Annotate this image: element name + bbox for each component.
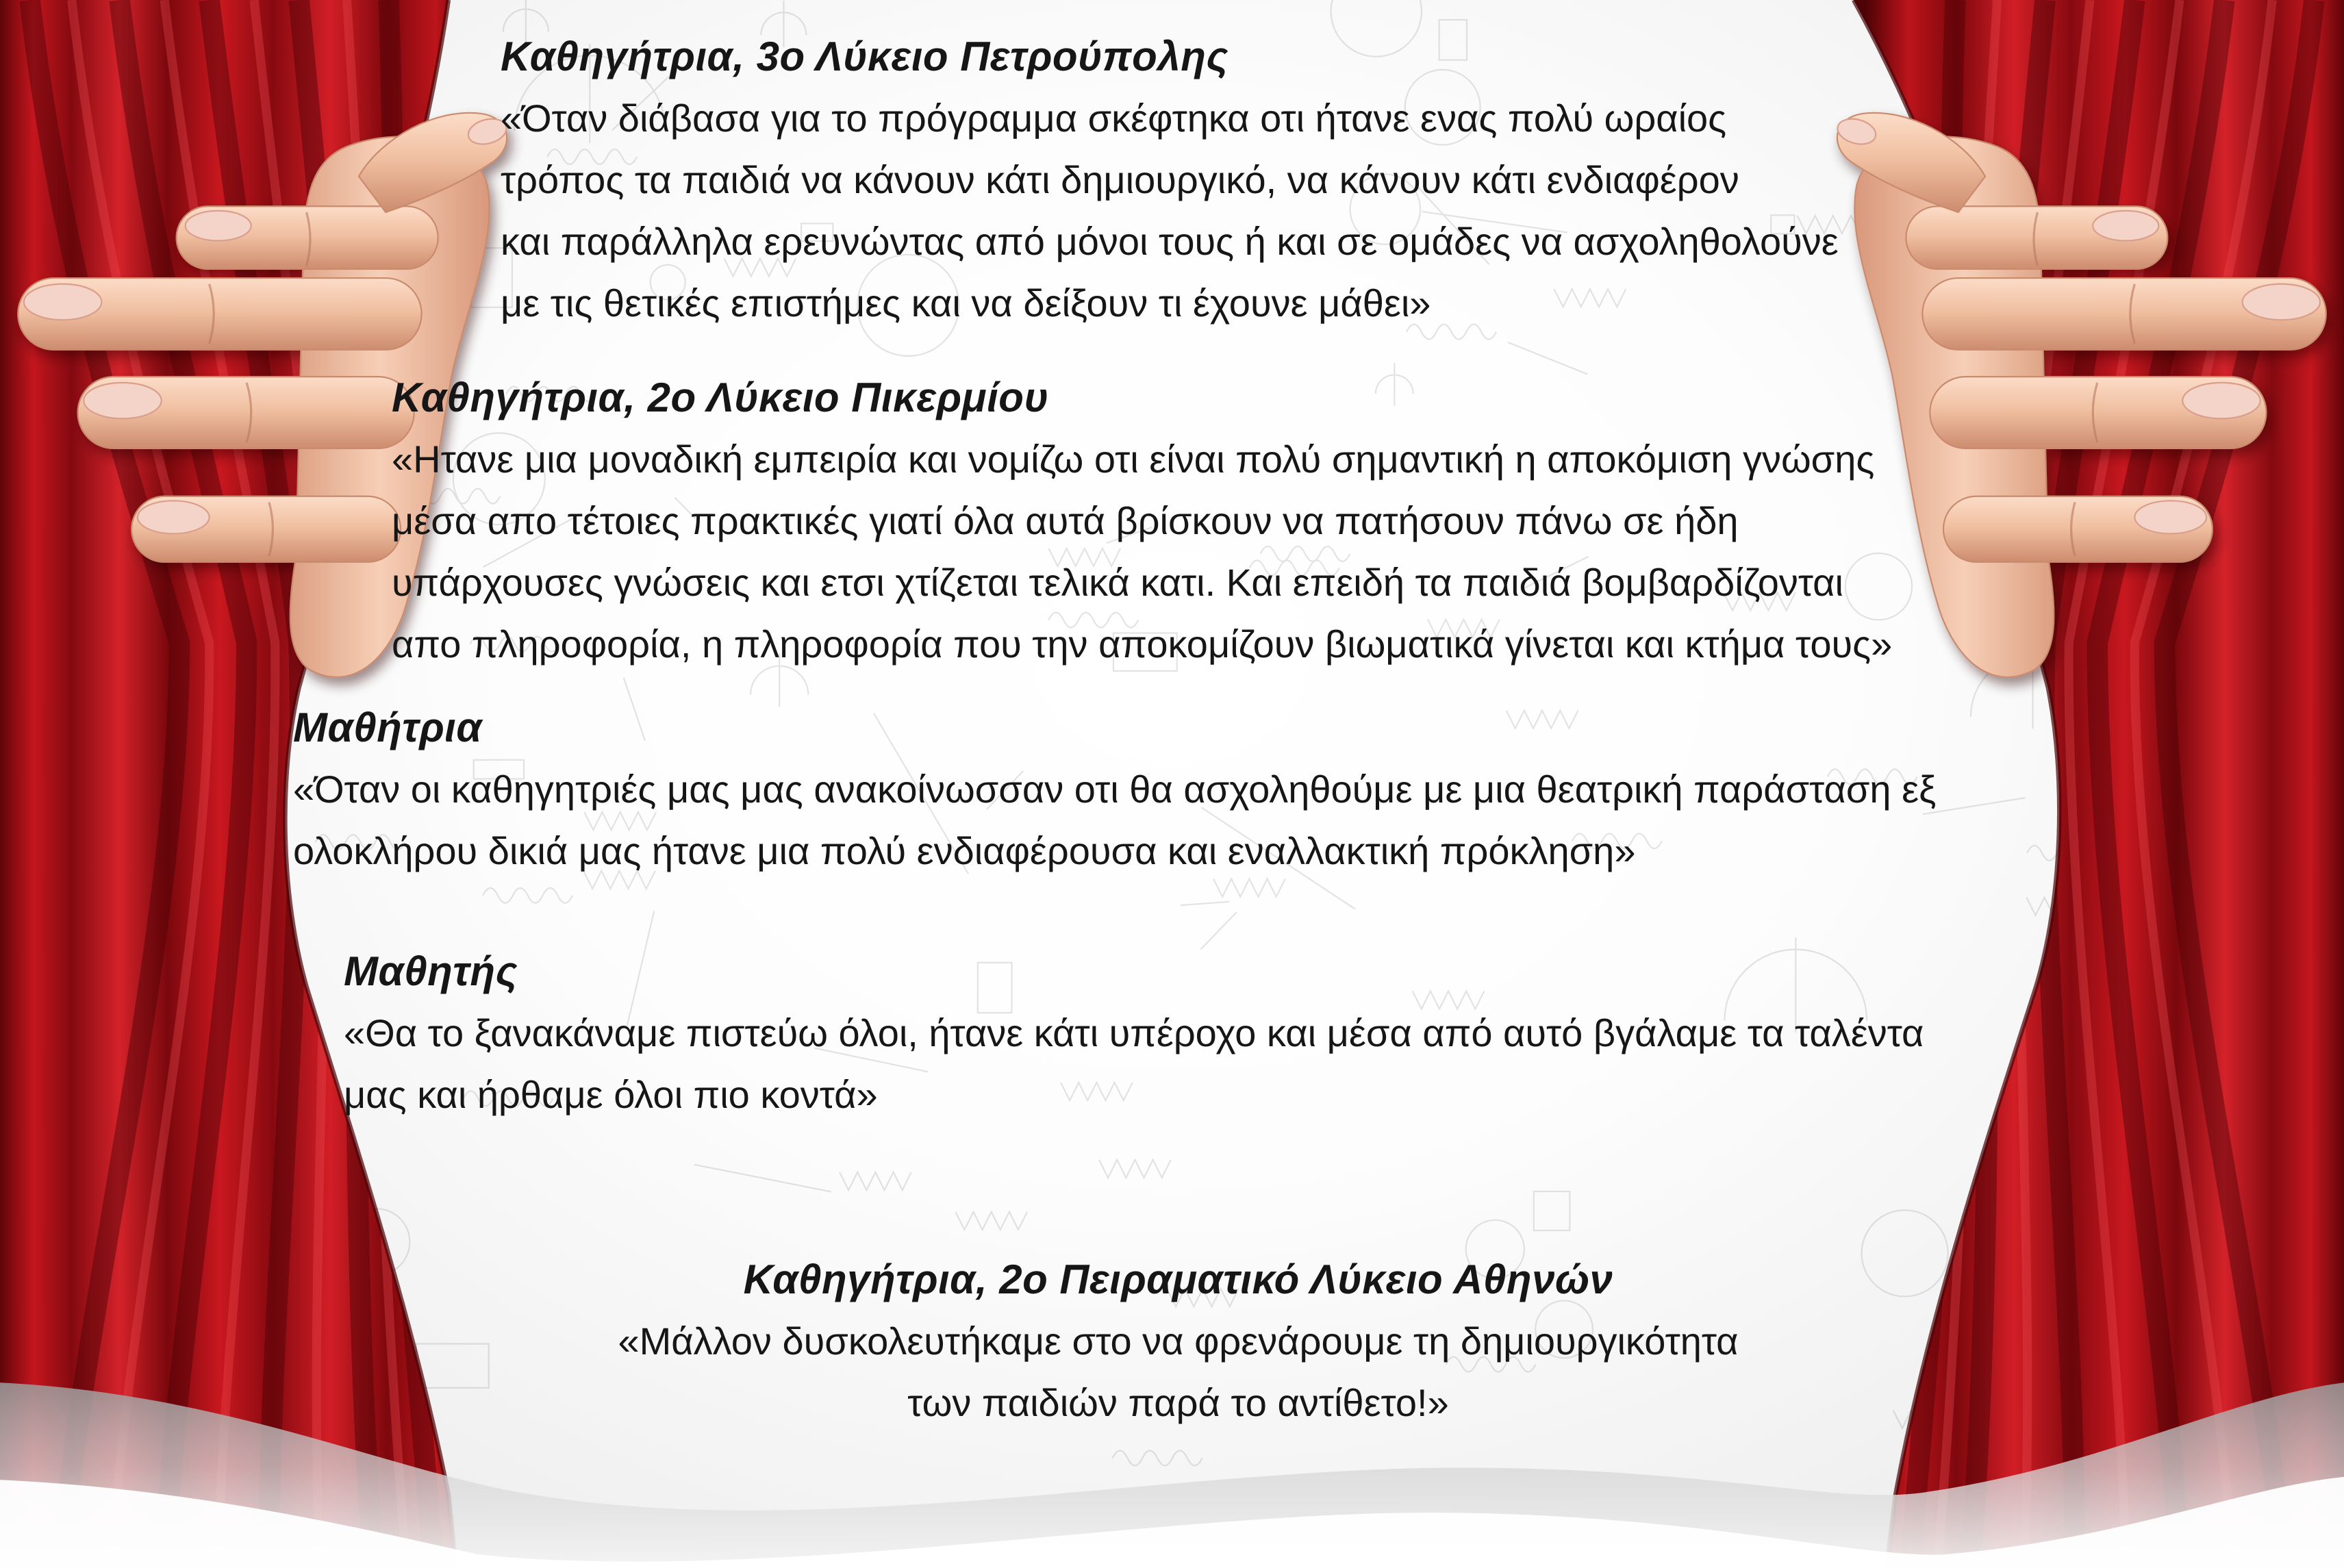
- speaker-name: Μαθητής: [344, 948, 518, 994]
- speaker-name: Καθηγήτρια, 2ο Πειραματικό Λύκειο Αθηνών: [743, 1256, 1613, 1302]
- quote-line: τρόπος τα παιδιά να κάνουν κάτι δημιουργικό, να κάνουν κάτι ενδιαφέρον: [501, 158, 1739, 201]
- quote-line: «Όταν οι καθηγητριές μας μας ανακοίνωσσαν οτι θα ασχοληθούμε με μια θεατρική παράσταση εξ: [293, 768, 1937, 811]
- background-sketch-mark: [694, 1165, 831, 1192]
- fingernail: [84, 383, 162, 418]
- quote-line: μέσα απο τέτοιες πρακτικές γιατί όλα αυτά βρίσκουν να πατήσουν πάνω σε ήδη: [392, 499, 1739, 542]
- quote-line: μας και ήρθαμε όλοι πιο κοντά»: [344, 1073, 878, 1116]
- quote-line: «Θα το ξανακάναμε πιστεύω όλοι, ήτανε κάτι υπέροχο και μέσα από αυτό βγάλαμε τα ταλέντα: [344, 1011, 1924, 1054]
- fingernail: [24, 284, 102, 320]
- background-sketch-mark: [1181, 902, 1229, 905]
- fingernail: [2182, 383, 2260, 418]
- background-sketch-mark: [1113, 1451, 1202, 1466]
- testimonial-teacher-petroupoli: [501, 26, 1839, 334]
- quote-line: ολοκλήρου δικιά μας ήτανε μια πολύ ενδιαφέρουσα και εναλλακτική πρόκληση»: [293, 829, 1636, 872]
- background-sketch-mark: [1534, 1191, 1570, 1230]
- quote-line: υπάρχουσες γνώσεις και ετσι χτίζεται τελικά κατι. Και επειδή τα παιδιά βομβαρδίζονται: [392, 561, 1843, 604]
- quote-line: με τις θετικές επιστήμες και να δείξουν τι έχουνε μάθει»: [501, 281, 1431, 325]
- fingernail: [186, 211, 251, 241]
- background-sketch-mark: [483, 888, 572, 903]
- testimonial-male-student: [344, 941, 1924, 1126]
- quote-line: «Όταν διάβασα για το πρόγραμμα σκέφτηκα οτι ήτανε ενας πολύ ωραίος: [501, 97, 1727, 140]
- quote-line: και παράλληλα ερευνώντας από μόνοι τους ή και σε ομάδες να ασχοληθολούνε: [501, 220, 1839, 263]
- fingernail: [138, 501, 210, 533]
- speaker-name: Καθηγήτρια, 3ο Λύκειο Πετρούπολης: [501, 34, 1228, 79]
- speaker-name: Μαθήτρια: [293, 705, 483, 750]
- background-sketch-mark: [955, 1212, 1027, 1230]
- fingernail: [2093, 211, 2158, 241]
- quote-line: «Μάλλον δυσκολευτήκαμε στο να φρενάρουμε τη δημιουργικότητα: [618, 1319, 1739, 1363]
- background-sketch-mark: [840, 1172, 911, 1190]
- quote-line: απο πληροφορία, η πληροφορία που την αποκομίζουν βιωματικά γίνεται και κτήμα τους»: [392, 622, 1893, 666]
- speaker-name: Καθηγήτρια, 2ο Λύκειο Πικερμίου: [392, 375, 1049, 420]
- background-sketch-mark: [1099, 1160, 1171, 1178]
- testimonial-female-student: [293, 697, 1936, 882]
- background-sketch-mark: [1923, 798, 2026, 814]
- fingernail: [2134, 501, 2206, 533]
- testimonial-teacher-pikermi: [392, 367, 1892, 675]
- quote-line: «Ητανε μια μοναδική εμπειρία και νομίζω οτι είναι πολύ σημαντική η αποκόμιση γνώσης: [392, 438, 1875, 481]
- fingernail: [2243, 284, 2321, 320]
- testimonial-teacher-athens-experimental: [0, 1249, 2344, 1434]
- quote-line: των παιδιών παρά το αντίθετο!»: [907, 1381, 1449, 1424]
